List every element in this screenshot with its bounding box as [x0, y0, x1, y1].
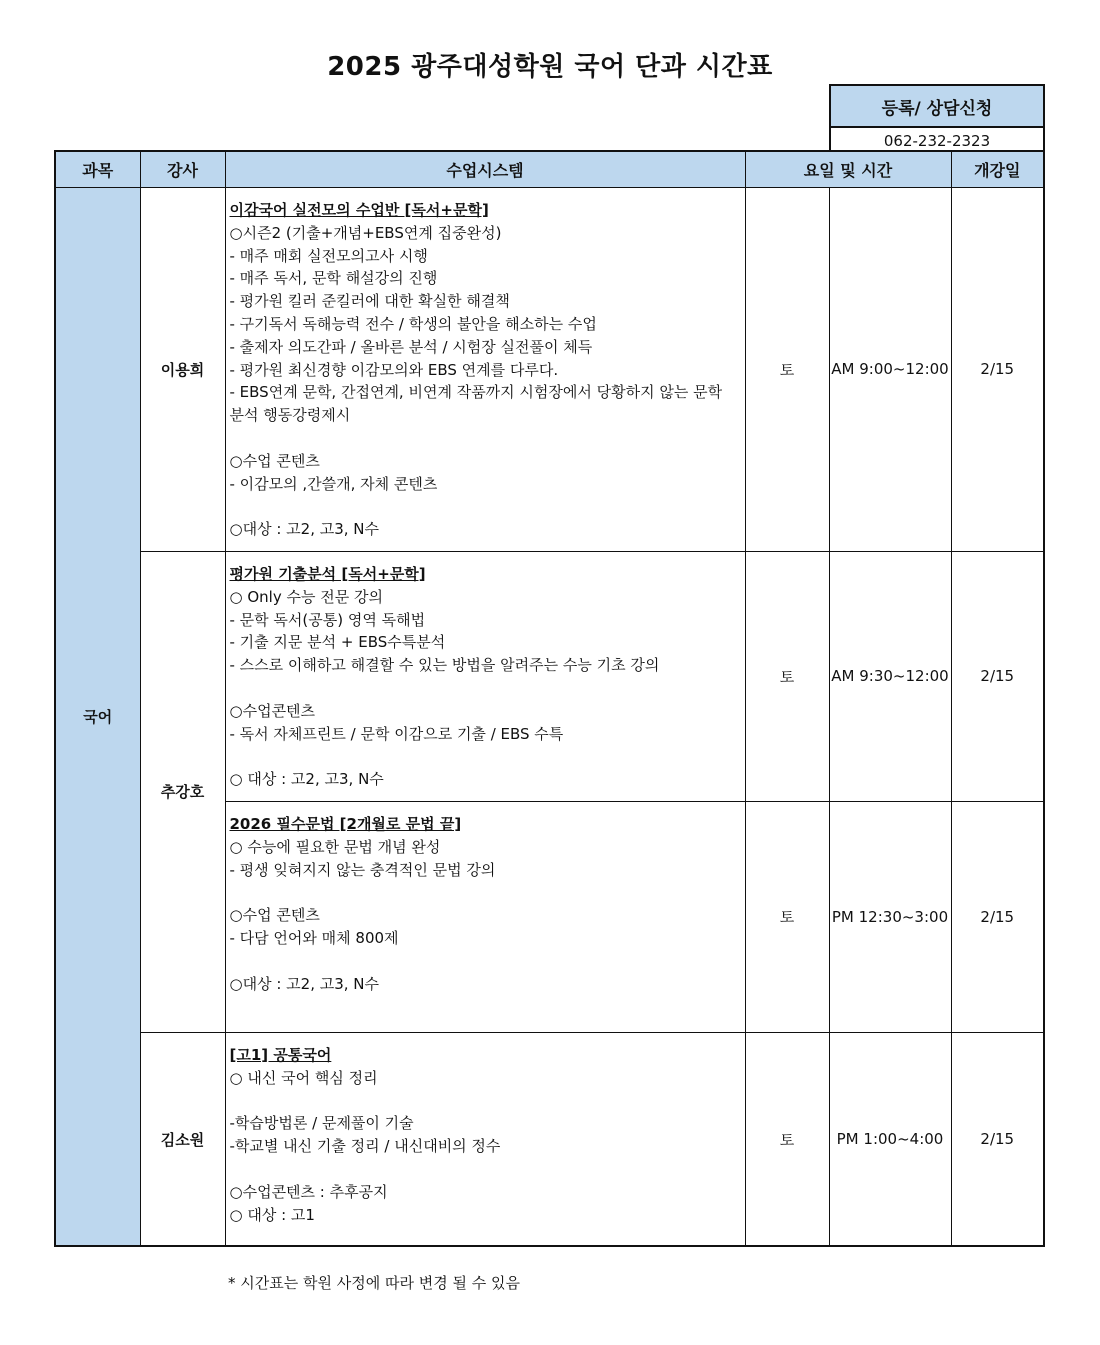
course-line: - 독서 자체프린트 / 문학 이감으로 기출 / EBS 수특: [229, 724, 564, 743]
course-time: AM 9:00~12:00: [829, 188, 951, 552]
course-line: [230, 495, 742, 518]
course-line: - 구기독서 독해능력 전수 / 학생의 불안을 해소하는 수업: [229, 314, 597, 333]
course-line: -학습방법론 / 문제풀이 기술: [229, 1114, 414, 1133]
course-line: - 매주 매회 실전모의고사 시행: [229, 246, 428, 265]
header-teacher: 강사: [140, 151, 225, 188]
course-line: - 기출 지문 분석 + EBS수특분석: [229, 633, 446, 652]
course-title: 2026 필수문법 [2개월로 문법 끝]: [229, 814, 462, 833]
course-system: [225, 1032, 745, 1246]
course-line: ○수업콘텐츠: [229, 701, 316, 720]
course-line: ○시즌2 (기출+개념+EBS연계 집중완성): [229, 223, 502, 242]
course-line: ○ 내신 국어 핵심 정리: [229, 1068, 378, 1087]
course-title: [고1] 공통국어: [229, 1045, 332, 1064]
course-line: ○수업콘텐츠 : 추후공지: [229, 1182, 388, 1201]
course-line: 분석 행동강령제시: [229, 406, 351, 425]
course-start-date: 2/15: [951, 188, 1044, 552]
page-title: 2025 광주대성학원 국어 단과 시간표: [327, 52, 773, 82]
course-start-date: 2/15: [951, 801, 1044, 1032]
header-subject: 과목: [55, 151, 140, 188]
course-line: [230, 745, 742, 768]
course-day: 토: [745, 188, 829, 552]
course-line: [230, 1158, 742, 1181]
registration-box: [829, 84, 1045, 156]
course-line: ○ 대상 : 고2, 고3, N수: [229, 770, 384, 789]
course-line: [230, 677, 742, 700]
course-line: [230, 427, 742, 450]
course-time: PM 1:00~4:00: [829, 1032, 951, 1246]
course-line: - 출제자 의도간파 / 올바른 분석 / 시험장 실전풀이 체득: [229, 337, 593, 356]
course-line: ○ Only 수능 전문 강의: [229, 587, 383, 606]
course-line: - 평생 잊혀지지 않는 충격적인 문법 강의: [229, 860, 496, 879]
registration-label: 등록/ 상담신청: [830, 85, 1044, 127]
course-start-date: 2/15: [951, 551, 1044, 801]
course-line: - 다담 언어와 매체 800제: [229, 928, 399, 947]
header-start-date: 개강일: [951, 151, 1044, 188]
course-day: 토: [745, 1032, 829, 1246]
table-row: [55, 1032, 1044, 1246]
course-line: - 스스로 이해하고 해결할 수 있는 방법을 알려주는 수능 기초 강의: [229, 656, 660, 675]
course-line: ○수업 콘텐츠: [229, 451, 320, 470]
table-row: [55, 188, 1044, 552]
timetable: [54, 150, 1045, 1247]
course-line: [230, 1090, 742, 1113]
course-title: 이감국어 실전모의 수업반 [독서+문학]: [229, 201, 489, 219]
course-system: [225, 801, 745, 1032]
table-header-row: [55, 151, 1044, 188]
course-line: - 매주 독서, 문학 해설강의 진행: [229, 269, 438, 288]
course-title: 평가원 기출분석 [독서+문학]: [229, 564, 426, 583]
course-line: ○ 대상 : 고1: [229, 1205, 315, 1224]
course-day: 토: [745, 801, 829, 1032]
course-line: - 문학 독서(공통) 영역 독해법: [229, 610, 426, 629]
course-line: [230, 881, 742, 904]
course-line: ○ 수능에 필요한 문법 개념 완성: [229, 837, 441, 856]
header-system: 수업시스템: [225, 151, 745, 188]
course-time: AM 9:30~12:00: [829, 551, 951, 801]
course-line: - 이감모의 ,간쓸개, 자체 콘텐츠: [229, 474, 438, 493]
subject-cell: 국어: [55, 188, 140, 1247]
teacher-cell: 김소원: [140, 1032, 225, 1246]
registration-phone: 062-232-2323: [830, 127, 1044, 155]
course-line: ○대상 : 고2, 고3, N수: [229, 520, 380, 539]
course-line: - 평가원 킬러 준킬러에 대한 확실한 해결책: [229, 292, 510, 311]
course-line: ○수업 콘텐츠: [229, 906, 320, 925]
course-day: 토: [745, 551, 829, 801]
course-line: - 평가원 최신경향 이감모의와 EBS 연계를 다루다.: [229, 360, 559, 379]
course-system: [225, 188, 745, 552]
course-system: [225, 551, 745, 801]
table-row: [55, 551, 1044, 801]
footnote: * 시간표는 학원 사정에 따라 변경 될 수 있음: [228, 1274, 520, 1292]
course-line: -학교별 내신 기출 정리 / 내신대비의 정수: [229, 1137, 501, 1156]
course-line: ○대상 : 고2, 고3, N수: [229, 974, 380, 993]
course-start-date: 2/15: [951, 1032, 1044, 1246]
teacher-cell: 추강호: [140, 551, 225, 1032]
course-line: - EBS연계 문학, 간접연계, 비연계 작품까지 시험장에서 당황하지 않는 문학: [229, 383, 723, 402]
teacher-cell: 이용희: [140, 188, 225, 552]
header-schedule: 요일 및 시간: [745, 151, 951, 188]
course-time: PM 12:30~3:00: [829, 801, 951, 1032]
course-line: [230, 950, 742, 973]
